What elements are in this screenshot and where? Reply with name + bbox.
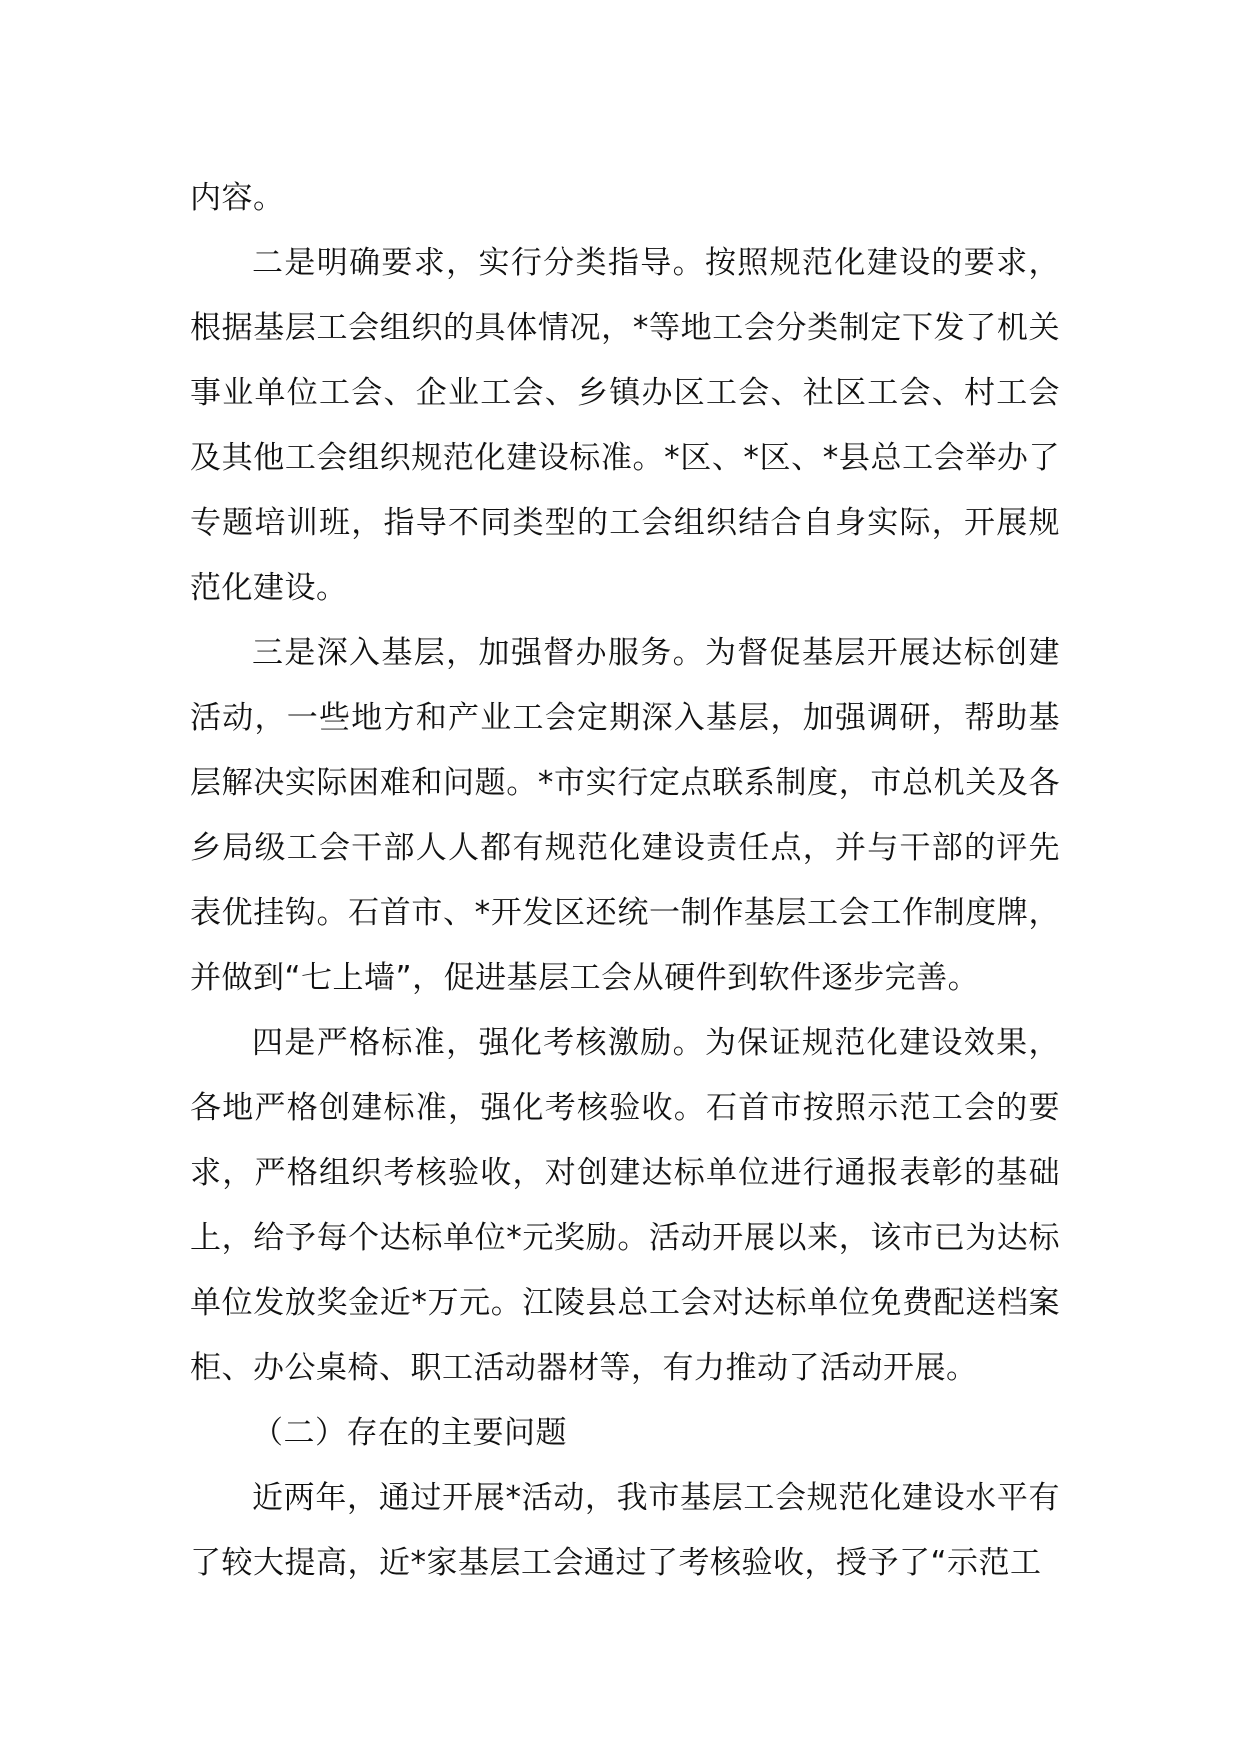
paragraph-point-three: 三是深入基层，加强督办服务。为督促基层开展达标创建活动，一些地方和产业工会定期深入基层，加强调研，帮助基层解决实际困难和问题。*市实行定点联系制度，市总机关及各乡局级工会干部人人都有规范化建设责任点，并与干部的评先表优挂钩。石首市、*开发区还统一制作基层工会工作制度牌，并做到“七上墙”，促进基层工会从硬件到软件逐步完善。 <box>190 635 1060 996</box>
paragraph-recent-two-years: 近两年，通过开展*活动，我市基层工会规范化建设水平有了较大提高，近*家基层工会通过了考核验收，授予了“示范工 <box>190 1480 1060 1581</box>
document-page <box>190 166 1060 1596</box>
paragraph-continuation: 内容。 <box>190 180 285 216</box>
paragraph-point-four: 四是严格标准，强化考核激励。为保证规范化建设效果，各地严格创建标准，强化考核验收。石首市按照示范工会的要求，严格组织考核验收，对创建达标单位进行通报表彰的基础上，给予每个达标单位*元奖励。活动开展以来，该市已为达标单位发放奖金近*万元。江陵县总工会对达标单位免费配送档案柜、办公桌椅、职工活动器材等，有力推动了活动开展。 <box>190 1025 1060 1386</box>
paragraph-point-two: 二是明确要求，实行分类指导。按照规范化建设的要求，根据基层工会组织的具体情况，*等地工会分类制定下发了机关事业单位工会、企业工会、乡镇办区工会、社区工会、村工会及其他工会组织规范化建设标准。*区、*区、*县总工会举办了专题培训班，指导不同类型的工会组织结合自身实际，开展规范化建设。 <box>190 245 1060 606</box>
section-heading-main-problems: （二）存在的主要问题 <box>252 1415 567 1451</box>
